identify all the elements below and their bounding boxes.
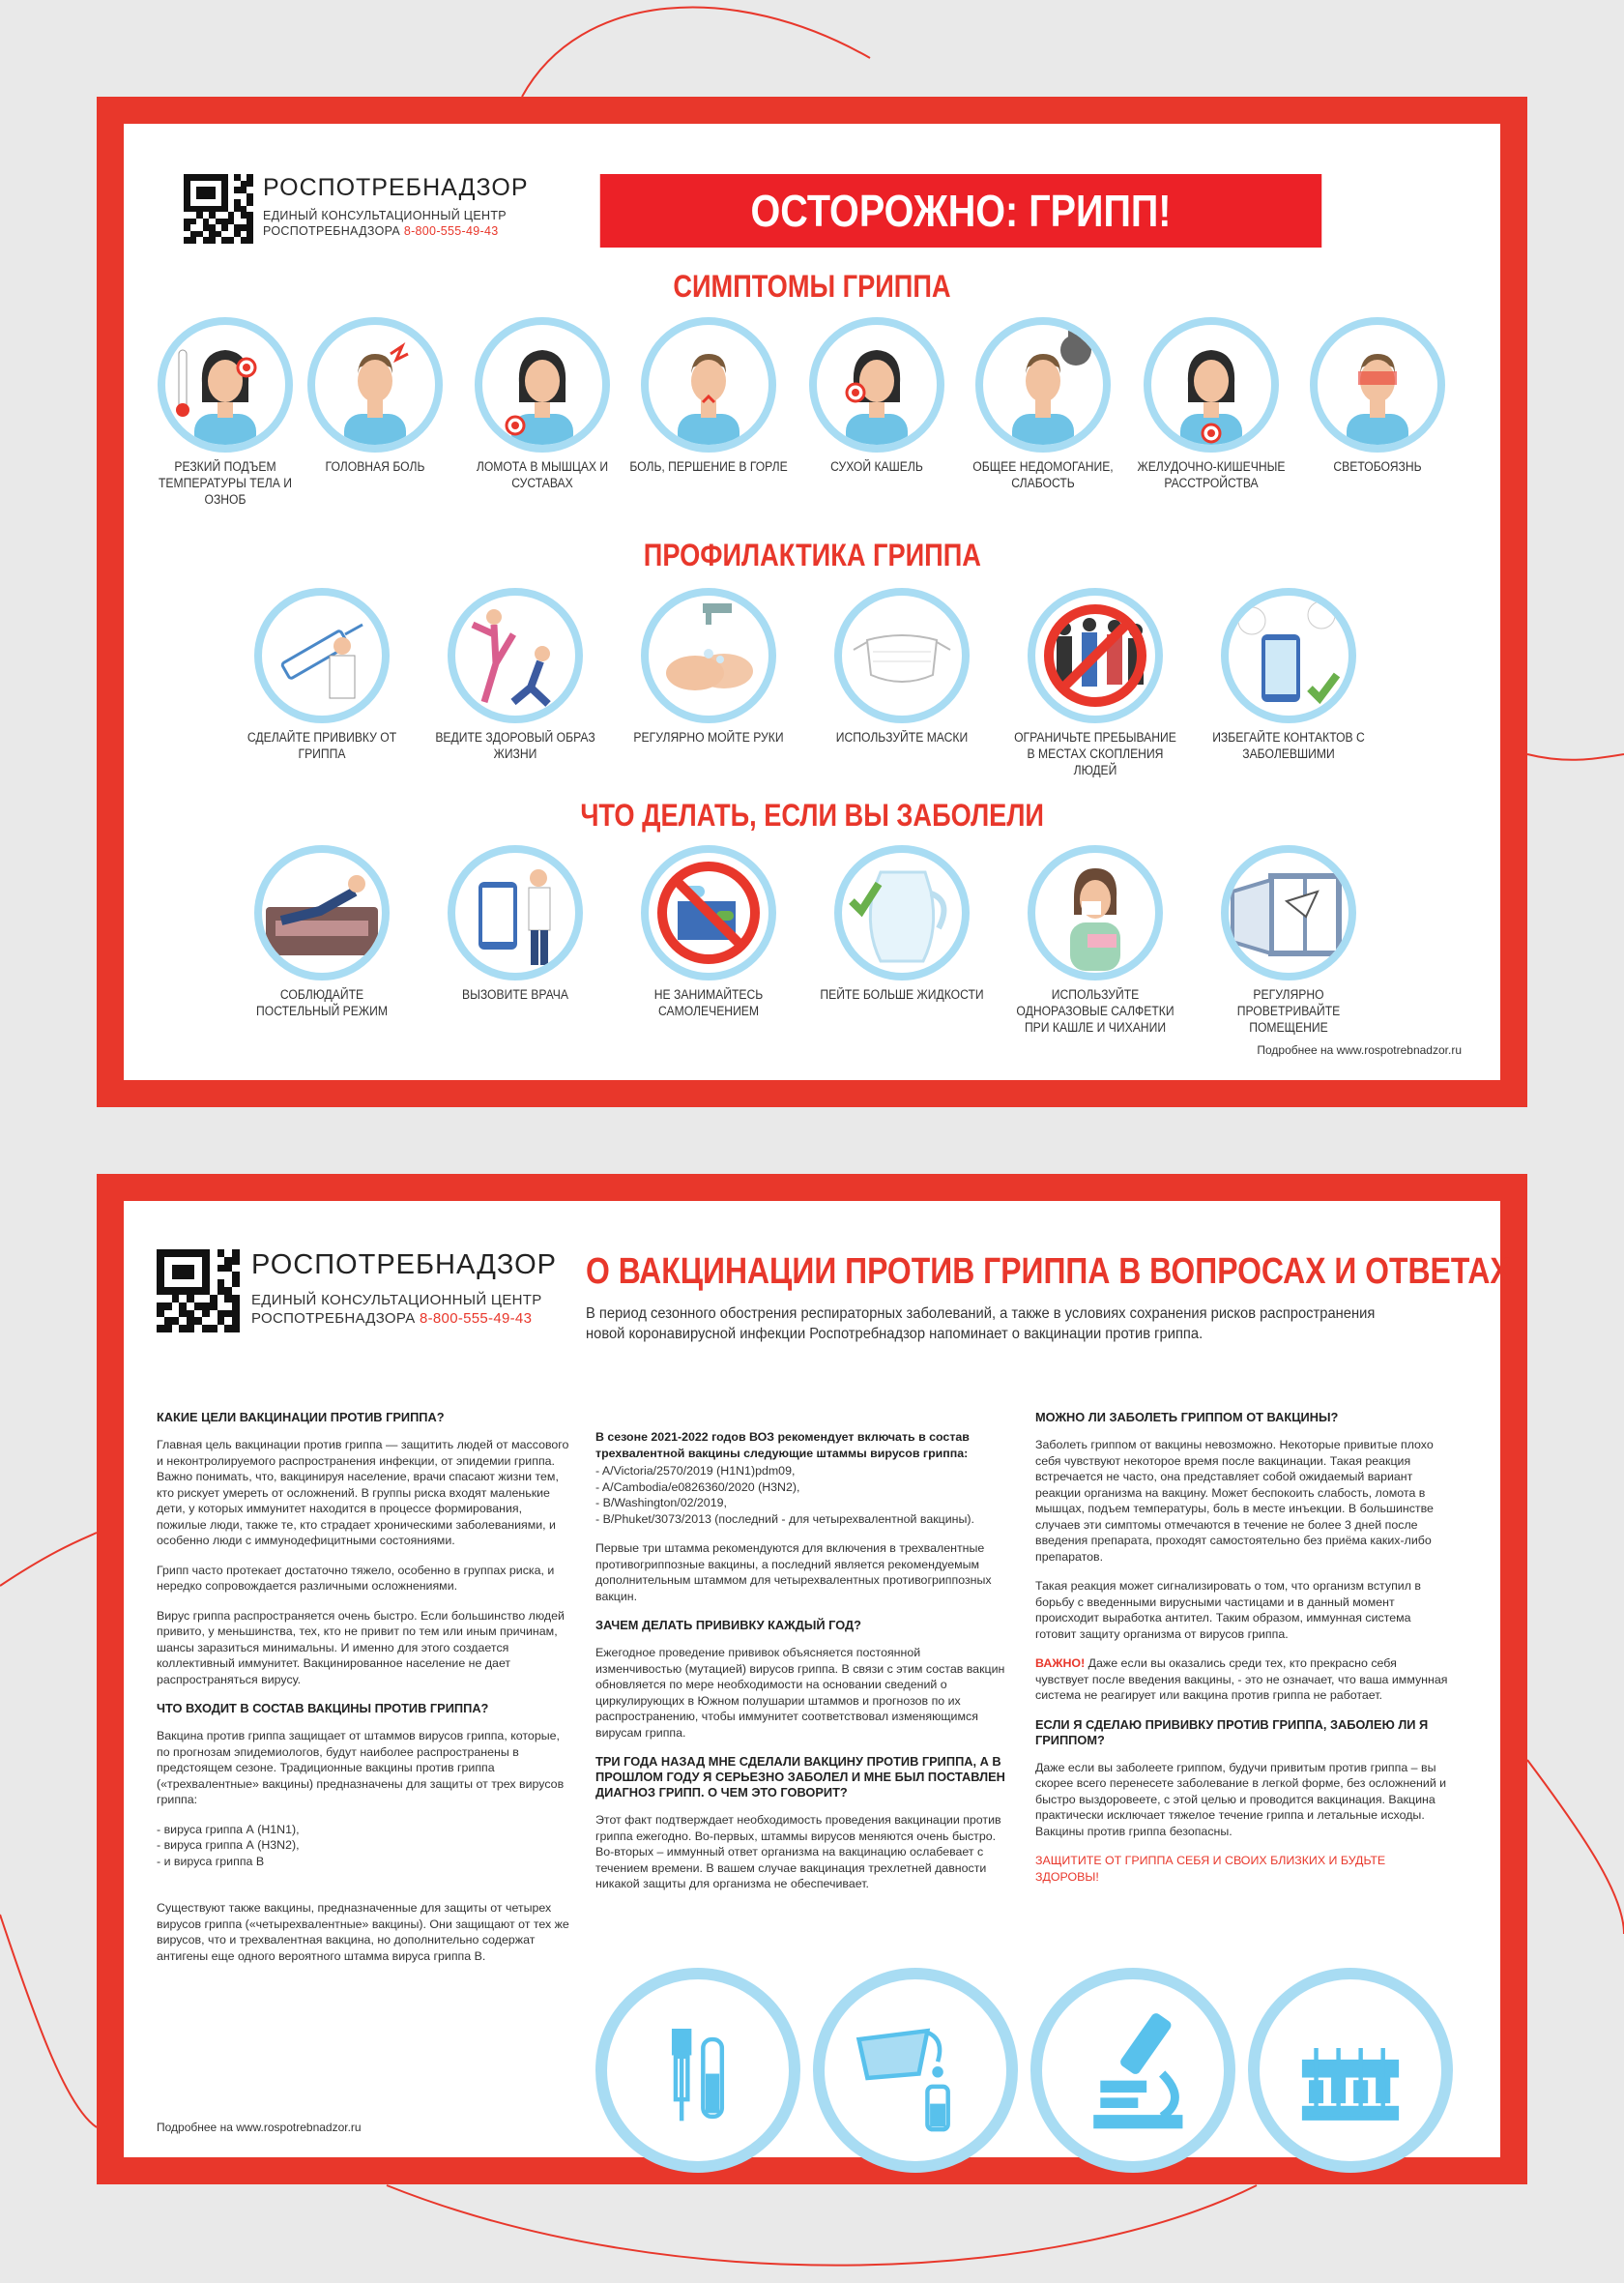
intro-text: В период сезонного обострения респираторных заболеваний, а также в условиях сохранения рисков распространения новой коронавирусной инфекции Роспотребнадзор напоминает о вакцинации против гриппа.	[586, 1305, 1376, 1342]
symptom-label: СУХОЙ КАШЕЛЬ	[830, 459, 923, 474]
headache-man-icon	[307, 317, 443, 453]
symptom-label: СВЕТОБОЯЗНЬ	[1333, 459, 1422, 474]
weakness-kettlebell-icon	[975, 317, 1111, 453]
answer-paragraph: Первые три штамма рекомендуются для включения в трехвалентные противогриппозные вакцины, а последний является рекомендуемым дополнительным штаммом для четырехвалентных противогриппозных вакцин.	[595, 1541, 992, 1603]
sick-advice-label: ПЕЙТЕ БОЛЬШЕ ЖИДКОСТИ	[820, 987, 984, 1002]
more-info-link[interactable]: Подробнее на www.rospotrebnadzor.ru	[157, 2121, 362, 2134]
symptom-item	[1286, 317, 1469, 475]
question-heading: ТРИ ГОДА НАЗАД МНЕ СДЕЛАЛИ ВАКЦИНУ ПРОТИВ ГРИППА, А В ПРОШЛОМ ГОДУ Я СЕРЬЕЗНО ЗАБОЛЕЛ И МНЕ БЫЛ ПОСТАВЛЕН ДИАГНОЗ ГРИПП. О ЧЕМ ЭТО ГОВОРИТ?	[595, 1754, 1005, 1800]
sick-advice-item	[230, 845, 414, 1019]
more-info-link[interactable]: Подробнее на www.rospotrebnadzor.ru	[1257, 1043, 1462, 1057]
answer-paragraph: Существуют также вакцины, предназначенные для защиты от четырех вирусов гриппа («четырехвалентные» вакцины). Они защищают от тех же вирусов, что и трехвалентная вакцина, но дополнительно содержат антигены еще одного вероятного штамма вируса гриппа B.	[157, 1901, 569, 1963]
exercise-people-icon	[448, 588, 583, 723]
pipette-tube-icon	[595, 1968, 800, 2173]
question-heading: МОЖНО ЛИ ЗАБОЛЕТЬ ГРИППОМ ОТ ВАКЦИНЫ?	[1035, 1410, 1339, 1424]
symptom-item	[283, 317, 467, 475]
no-crowd-icon	[1028, 588, 1163, 723]
prevention-item	[230, 588, 414, 762]
sick-advice-item	[423, 845, 607, 1003]
hotline-phone[interactable]: 8-800-555-49-43	[419, 1310, 533, 1327]
answer-paragraph: Вакцина против гриппа защищает от штаммов вирусов гриппа, которые, по прогнозам эпидемиологов, будут наиболее распространены в предстоящем сезоне. Традиционные вакцины против гриппа («трехвалентные» вакцины) предназначены для защиты от трех вирусов гриппа:	[157, 1729, 565, 1806]
brand-name: РОСПОТРЕБНАДЗОР	[263, 174, 529, 201]
avoid-contact-icon	[1221, 588, 1356, 723]
syringe-doctor-icon	[254, 588, 390, 723]
list-item: - и вируса гриппа В	[157, 1854, 265, 1868]
window-ventilation-icon	[1221, 845, 1356, 981]
answer-paragraph: Главная цель вакцинации против гриппа — защитить людей от массового и неконтролируемого распространения инфекции, от эпидемии гриппа. Важно понимать, что, вакцинируя население, врачи спасают жизни тем, кто рискует умереть от осложнений. В группы риска входят маленькие дети, у которых иммунитет находится в процессе формирования, пожилые люди, также те, кто страдает хроническими заболеваниями, и особенно люди с иммунодефицитными состояниями.	[157, 1438, 569, 1547]
strains-lead: В сезоне 2021-2022 годов ВОЗ рекомендует включать в состав трехвалентной вакцины следующие штаммы вирусов гриппа:	[595, 1430, 970, 1460]
question-heading: ЧТО ВХОДИТ В СОСТАВ ВАКЦИНЫ ПРОТИВ ГРИППА?	[157, 1701, 489, 1715]
flask-pour-icon	[813, 1968, 1018, 2173]
symptom-item	[785, 317, 969, 475]
sick-advice-item	[810, 845, 994, 1003]
faq-column-2	[595, 1429, 1009, 1906]
brand-line-2: РОСПОТРЕБНАДЗОРА	[263, 224, 401, 238]
face-mask-icon	[834, 588, 970, 723]
photophobia-man-icon	[1310, 317, 1445, 453]
answer-paragraph: Заболеть гриппом от вакцины невозможно. Некоторые привитые плохо себя чувствуют некоторое время после вакцинации. Такая реакция встречается не часто, она представляет собой ожидаемый вариант реакции организма на вакцину. Может беспокоить слабость, ломота в мышцах, подъем температуры, боль в месте инъекции. В большинстве случаев эти симптомы отмечаются в течение не более 3 дней после введения препарата, проходят самостоятельно без приёма каких-либо препаратов.	[1035, 1438, 1434, 1564]
sick-advice-label: ВЫЗОВИТЕ ВРАЧА	[461, 987, 568, 1002]
sick-advice-item	[1003, 845, 1187, 1036]
brand-line-1: ЕДИНЫЙ КОНСУЛЬТАЦИОННЫЙ ЦЕНТР	[263, 209, 507, 222]
prevention-item	[423, 588, 607, 762]
qr-code[interactable]	[184, 174, 253, 244]
symptom-item	[951, 317, 1135, 491]
answer-paragraph: Грипп часто протекает достаточно тяжело, особенно в группах риска, и нередко сопровождается различными осложнениями.	[157, 1563, 555, 1593]
symptom-label: БОЛЬ, ПЕРШЕНИЕ В ГОРЛЕ	[629, 459, 788, 474]
brand-block	[184, 174, 529, 244]
symptom-label: РЕЗКИЙ ПОДЪЕМ ТЕМПЕРАТУРЫ ТЕЛА И ОЗНОБ	[158, 459, 293, 507]
sick-advice-label: НЕ ЗАНИМАЙТЕСЬ САМОЛЕЧЕНИЕМ	[653, 987, 764, 1018]
important-paragraph: ВАЖНО! Даже если вы оказались среди тех, кто прекрасно себя чувствует после введения вакцины, - это не означает, что ваша иммунная система не реагирует или вакцина против гриппа не работает.	[1035, 1656, 1448, 1702]
answer-paragraph: Вирус гриппа распространяется очень быстро. Если большинство людей привито, у меньшинства, тех, кто не привит по тем или иным причинам, шансы заразиться минимальны. И именно для этого создается коллективный иммунитет. Вакцинированное население не дает распространяться вирусу.	[157, 1608, 565, 1686]
brand-name: РОСПОТРЕБНАДЗОР	[251, 1249, 558, 1280]
brand-line-1: ЕДИНЫЙ КОНСУЛЬТАЦИОННЫЙ ЦЕНТР	[251, 1292, 542, 1308]
important-label: ВАЖНО!	[1035, 1656, 1086, 1670]
no-self-medication-icon	[641, 845, 776, 981]
flu-warning-poster	[97, 97, 1527, 1107]
prevention-item	[810, 588, 994, 746]
symptom-label: ОБЩЕЕ НЕДОМОГАНИЕ, СЛАБОСТЬ	[972, 459, 1114, 490]
sick-advice-label: РЕГУЛЯРНО ПРОВЕТРИВАЙТЕ ПОМЕЩЕНИЕ	[1236, 987, 1341, 1035]
question-heading: ЕСЛИ Я СДЕЛАЮ ПРИВИВКУ ПРОТИВ ГРИППА, ЗАБОЛЕЮ ЛИ Я ГРИППОМ?	[1035, 1716, 1429, 1747]
sick-advice-label: ИСПОЛЬЗУЙТЕ ОДНОРАЗОВЫЕ САЛФЕТКИ ПРИ КАШЛЕ И ЧИХАНИИ	[1016, 987, 1174, 1035]
brand-line-2: РОСПОТРЕБНАДЗОРА	[251, 1310, 416, 1327]
thermometer-woman-icon	[158, 317, 293, 453]
handwashing-icon	[641, 588, 776, 723]
muscle-ache-woman-icon	[475, 317, 610, 453]
prevention-label: СДЕЛАЙТЕ ПРИВИВКУ ОТ ГРИППА	[246, 730, 397, 761]
hotline-phone[interactable]: 8-800-555-49-43	[403, 224, 499, 238]
water-jug-icon	[834, 845, 970, 981]
question-heading: КАКИЕ ЦЕЛИ ВАКЦИНАЦИИ ПРОТИВ ГРИППА?	[157, 1410, 445, 1424]
symptom-label: ГОЛОВНАЯ БОЛЬ	[325, 459, 425, 474]
symptom-item	[617, 317, 800, 475]
list-item: - A/Cambodia/e0826360/2020 (H3N2),	[595, 1479, 800, 1494]
slogan: ЗАЩИТИТЕ ОТ ГРИППА СЕБЯ И СВОИХ БЛИЗКИХ И БУДЬТЕ ЗДОРОВЫ!	[1035, 1854, 1386, 1884]
vaccination-faq-poster	[97, 1174, 1527, 2184]
microscope-icon	[1030, 1968, 1235, 2173]
sore-throat-man-icon	[641, 317, 776, 453]
qr-code[interactable]	[157, 1249, 240, 1332]
list-item: - B/Washington/02/2019,	[595, 1496, 727, 1509]
list-item: - A/Victoria/2570/2019 (H1N1)pdm09,	[595, 1464, 796, 1478]
test-tubes-rack-icon	[1248, 1968, 1453, 2173]
virus-list	[157, 1822, 570, 1870]
list-item: - B/Phuket/3073/2013 (последний - для четырехвалентной вакцины).	[595, 1511, 974, 1526]
prevention-item	[617, 588, 800, 746]
prevention-label: ИСПОЛЬЗУЙТЕ МАСКИ	[835, 730, 969, 745]
prevention-item	[1003, 588, 1187, 778]
answer-paragraph: Этот факт подтверждает необходимость проведения вакцинации против гриппа ежегодно. Во-первых, штаммы вирусов меняются очень быстро. Во-вторых – иммунный ответ организма на вакцинацию ослабевает с течением времени. В вашем случае вакцинация трехлетней давности никакой защиты для организма не обеспечивает.	[595, 1813, 1001, 1890]
poster-title: ОСТОРОЖНО: ГРИПП!	[600, 174, 1321, 248]
sick-advice-item	[1197, 845, 1380, 1036]
sick-title: ЧТО ДЕЛАТЬ, ЕСЛИ ВЫ ЗАБОЛЕЛИ	[580, 798, 1044, 833]
prevention-label: ОГРАНИЧЬТЕ ПРЕБЫВАНИЕ В МЕСТАХ СКОПЛЕНИЯ ЛЮДЕЙ	[1014, 730, 1176, 777]
faq-column-3	[1035, 1410, 1449, 1898]
strains-list	[595, 1463, 1009, 1527]
symptom-label: ЛОМОТА В МЫШЦАХ И СУСТАВАХ	[476, 459, 609, 490]
cough-woman-icon	[809, 317, 944, 453]
tissue-sneeze-icon	[1028, 845, 1163, 981]
symptom-item	[1119, 317, 1303, 491]
call-doctor-icon	[448, 845, 583, 981]
prevention-label: РЕГУЛЯРНО МОЙТЕ РУКИ	[633, 730, 784, 745]
list-item: - вируса гриппа А (H1N1),	[157, 1822, 300, 1836]
prevention-title: ПРОФИЛАКТИКА ГРИППА	[643, 538, 981, 572]
bed-rest-icon	[254, 845, 390, 981]
brand-block	[157, 1249, 557, 1332]
question-heading: ЗАЧЕМ ДЕЛАТЬ ПРИВИВКУ КАЖДЫЙ ГОД?	[595, 1618, 861, 1632]
sick-advice-label: СОБЛЮДАЙТЕ ПОСТЕЛЬНЫЙ РЕЖИМ	[256, 987, 388, 1018]
symptom-item	[450, 317, 634, 491]
list-item: - вируса гриппа А (H3N2),	[157, 1838, 300, 1852]
prevention-label: ВЕДИТЕ ЗДОРОВЫЙ ОБРАЗ ЖИЗНИ	[435, 730, 595, 761]
symptom-label: ЖЕЛУДОЧНО-КИШЕЧНЫЕ РАССТРОЙСТВА	[1137, 459, 1286, 490]
answer-paragraph: Даже если вы заболеете гриппом, будучи привитым против гриппа – вы скорее всего перенесете заболевание в легкой форме, без осложнений и быстро выздоровеете, с этой целью и проводится вакцинация. Вакцина практически исключает тяжелое течение гриппа и летальные исходы. Вакцины против гриппа безопасны.	[1035, 1760, 1447, 1838]
answer-paragraph: Такая реакция может сигнализировать о том, что организм вступил в борьбу с введенными вирусными частицами и в данный момент происходит выработка антител. Таким образом, иммунная система готовит защиту организма от вирусов гриппа.	[1035, 1579, 1421, 1641]
symptoms-title: СИМПТОМЫ ГРИППА	[673, 269, 951, 304]
prevention-item	[1197, 588, 1380, 762]
stomach-woman-icon	[1144, 317, 1279, 453]
answer-paragraph: Ежегодное проведение прививок объясняется постоянной изменчивостью (мутацией) вирусов гриппа. В связи с этим состав вакцин обновляется по мере необходимости на основании сведений о циркулирующих в Южном полушарии штаммов и прогнозов по их распространению, чтобы иммунитет соответствовал изменяющимся вирусам гриппа.	[595, 1646, 1005, 1740]
faq-column-1	[157, 1410, 570, 1977]
poster-title: О ВАКЦИНАЦИИ ПРОТИВ ГРИППА В ВОПРОСАХ И ОТВЕТАХ	[586, 1251, 1511, 1292]
prevention-label: ИЗБЕГАЙТЕ КОНТАКТОВ С ЗАБОЛЕВШИМИ	[1212, 730, 1365, 761]
sick-advice-item	[617, 845, 800, 1019]
